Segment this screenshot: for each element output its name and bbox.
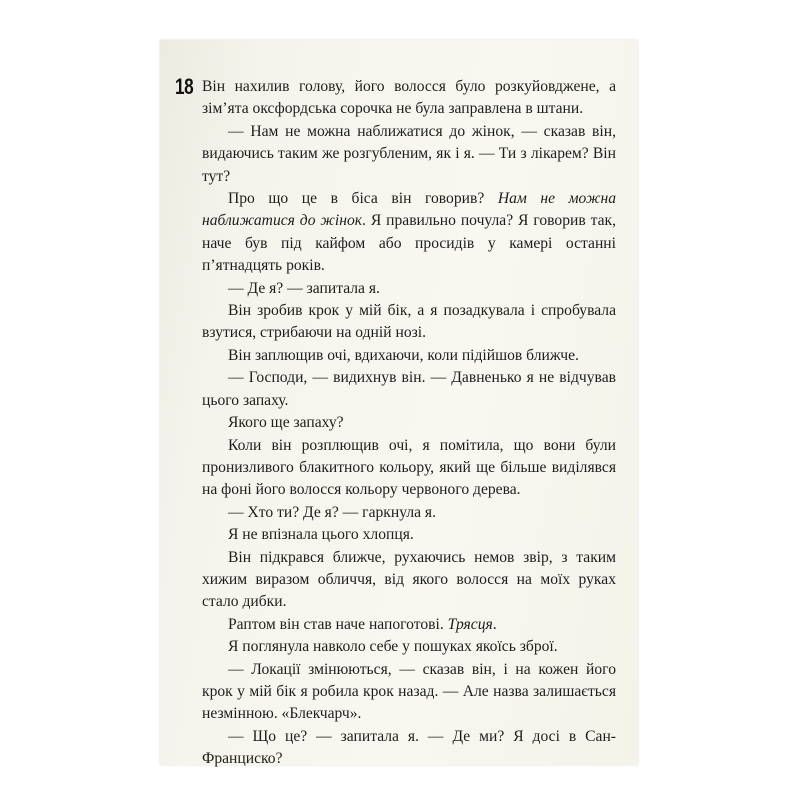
paragraph-2: — Нам не можна наближатися до жінок, — сказав він, видаючись таким же розгубленим, як і я. — Ти з лікарем? Він тут? xyxy=(202,122,616,185)
paragraph-16: — Що це? — запитала я. — Де ми? Я досі в Сан-Франциско? xyxy=(202,727,616,768)
body-text xyxy=(202,76,616,771)
paragraph-3-part2: . Я правильно почула? Я говорив так, наче був під кайфом або просидів у камері останні п’ятнадцять років. xyxy=(202,212,616,275)
paragraph-14: Я поглянула навколо себе у пошуках якоїсь зброї. xyxy=(228,638,558,656)
paragraph-3 xyxy=(202,188,616,278)
paragraph-13-part2: . xyxy=(492,615,497,633)
paragraph-6: Він заплющив очі, вдихаючи, коли підійшов ближче. xyxy=(228,346,579,364)
paragraph-10: — Хто ти? Де я? — гаркнула я. xyxy=(228,503,436,521)
paragraph-11: Я не впізнала цього хлопця. xyxy=(228,526,414,544)
paragraph-1: Він нахилив голову, його волосся було розкуйовджене, а зім’ята оксфордська сорочка не була заправлена в штани. xyxy=(202,78,616,118)
paragraph-15: — Локації змінюються, — сказав він, і на кожен його крок у мій бік я робила крок назад. — Але назва залишається незмінною. «Блекчарч». xyxy=(202,660,616,723)
paragraph-8: Якого ще запаху? xyxy=(228,414,344,432)
paragraph-3-part1: Про що це в біса він говорив? xyxy=(228,190,498,208)
paragraph-13-italic: Трясця xyxy=(447,615,493,633)
paragraph-7: — Господи, — видихнув він. — Давненько я не відчував цього запаху. xyxy=(202,369,616,409)
paragraph-12: Він підкрався ближче, рухаючись немов звір, з таким хижим виразом обличчя, від якого волосся на моїх руках стало дибки. xyxy=(202,548,616,611)
paragraph-3-italic: Нам не можна наближатися до жінок xyxy=(202,190,616,230)
paragraph-13 xyxy=(202,614,616,636)
paragraph-4: — Де я? — запитала я. xyxy=(228,279,380,297)
paragraph-13-part1: Раптом він став наче напоготові. xyxy=(228,615,448,633)
page-number: 18 xyxy=(175,74,194,99)
paragraph-9: Коли він розплющив очі, я помітила, що вони були пронизливого блакитного кольору, який ще більше виділявся на фоні його волосся кольору червоного дерева. xyxy=(202,436,616,499)
book-page xyxy=(160,40,638,768)
paragraph-5: Він зробив крок у мій бік, а я позадкувала і спробувала взутися, стрибаючи на одній нозі. xyxy=(202,302,616,342)
